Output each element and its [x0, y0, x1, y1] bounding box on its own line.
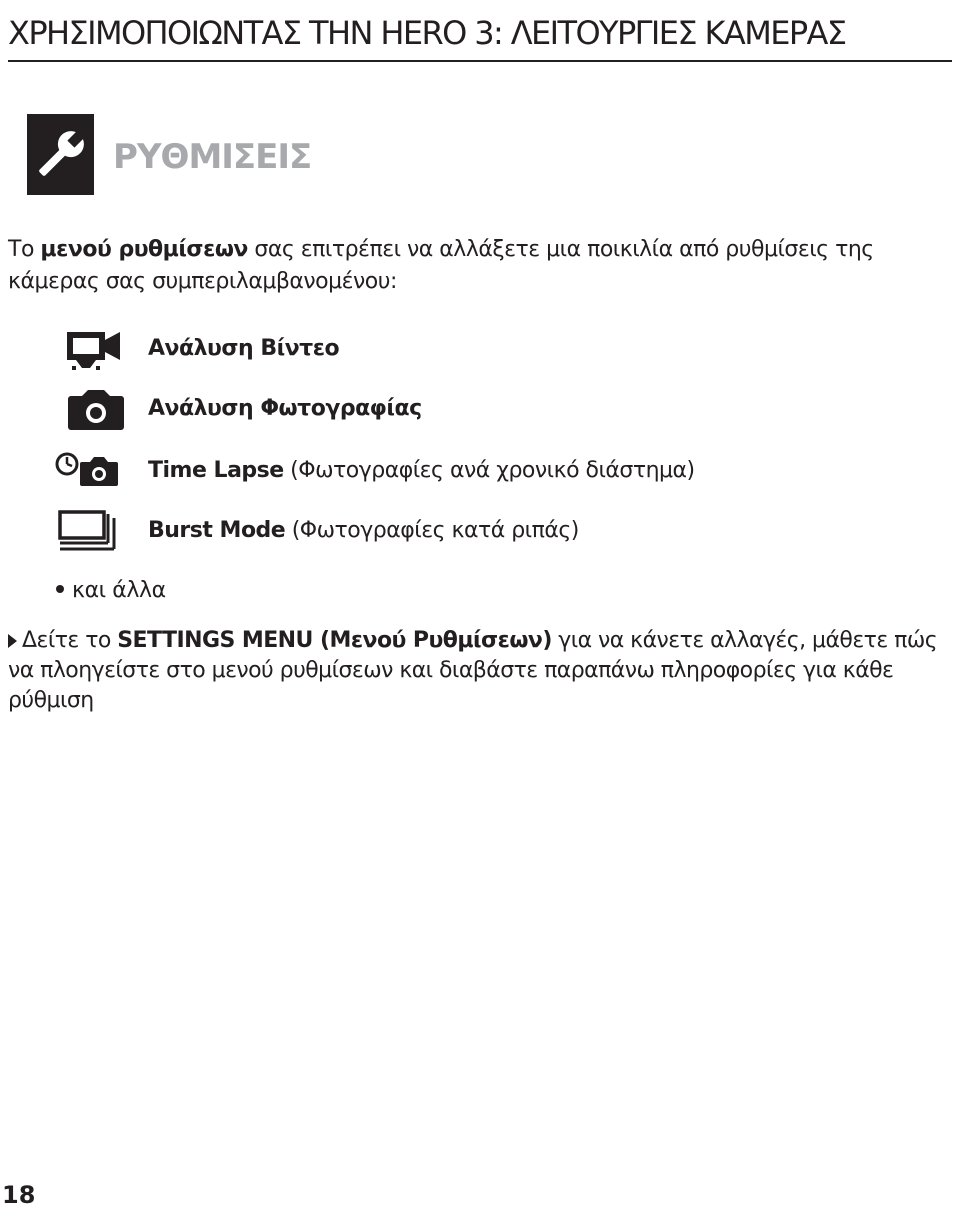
bullet-dot-icon [56, 585, 64, 593]
wrench-icon [27, 114, 94, 195]
intro-bold-term: μενού ρυθμίσεων [40, 237, 248, 262]
video-camera-icon [50, 328, 126, 376]
photo-camera-icon [50, 388, 126, 436]
bullet-text: και άλλα [72, 578, 166, 603]
feature-detail: (Φωτογραφίες ανά χρονικό διάστημα) [283, 458, 695, 483]
feature-detail: (Φωτογραφίες κατά ριπάς) [285, 518, 579, 543]
feature-text [148, 456, 695, 486]
settings-note [8, 626, 952, 716]
page-number: 18 [2, 1181, 36, 1209]
intro-paragraph [8, 234, 948, 298]
note-bold-term: SETTINGS MENU (Μενού Ρυθμίσεων) [117, 628, 552, 653]
page-title: ΧΡΗΣΙΜΟΠΟΙΩΝΤΑΣ ΤΗΝ HERO 3: ΛΕΙΤΟΥΡΓΙΕΣ ΚΑΜΕΡΑΣ [8, 14, 846, 52]
feature-label: Burst Mode [148, 518, 286, 543]
feature-text [148, 334, 339, 364]
time-lapse-icon [50, 448, 126, 496]
section-title: ΡΥΘΜΙΣΕΙΣ [113, 137, 312, 177]
title-divider [8, 60, 952, 62]
intro-prefix: Το [8, 237, 41, 262]
feature-item-video-resolution [50, 328, 950, 374]
feature-item-burst-mode [50, 508, 950, 554]
intro-suffix: σας επιτρέπει να αλλάξετε μια ποικιλία από ρυθμίσεις της κάμερας σας συμπεριλαμβανομένου: [8, 237, 874, 294]
feature-text [148, 516, 579, 546]
feature-label: Ανάλυση Φωτογραφίας [148, 396, 422, 421]
note-prefix: Δείτε το [22, 628, 118, 653]
feature-text [148, 394, 422, 424]
bullet-item [56, 576, 166, 606]
feature-item-time-lapse [50, 448, 950, 494]
note-suffix: για να κάνετε αλλαγές, μάθετε πώς να πλοηγείστε στο μενού ρυθμίσεων και διαβάστε παραπάνω πληροφορίες για κάθε ρύθμιση [8, 628, 938, 713]
burst-mode-icon [50, 508, 126, 556]
feature-label: Ανάλυση Βίντεο [148, 336, 340, 361]
feature-item-photo-resolution [50, 388, 950, 434]
feature-label: Time Lapse [148, 458, 284, 483]
triangle-arrow-icon [8, 634, 17, 648]
